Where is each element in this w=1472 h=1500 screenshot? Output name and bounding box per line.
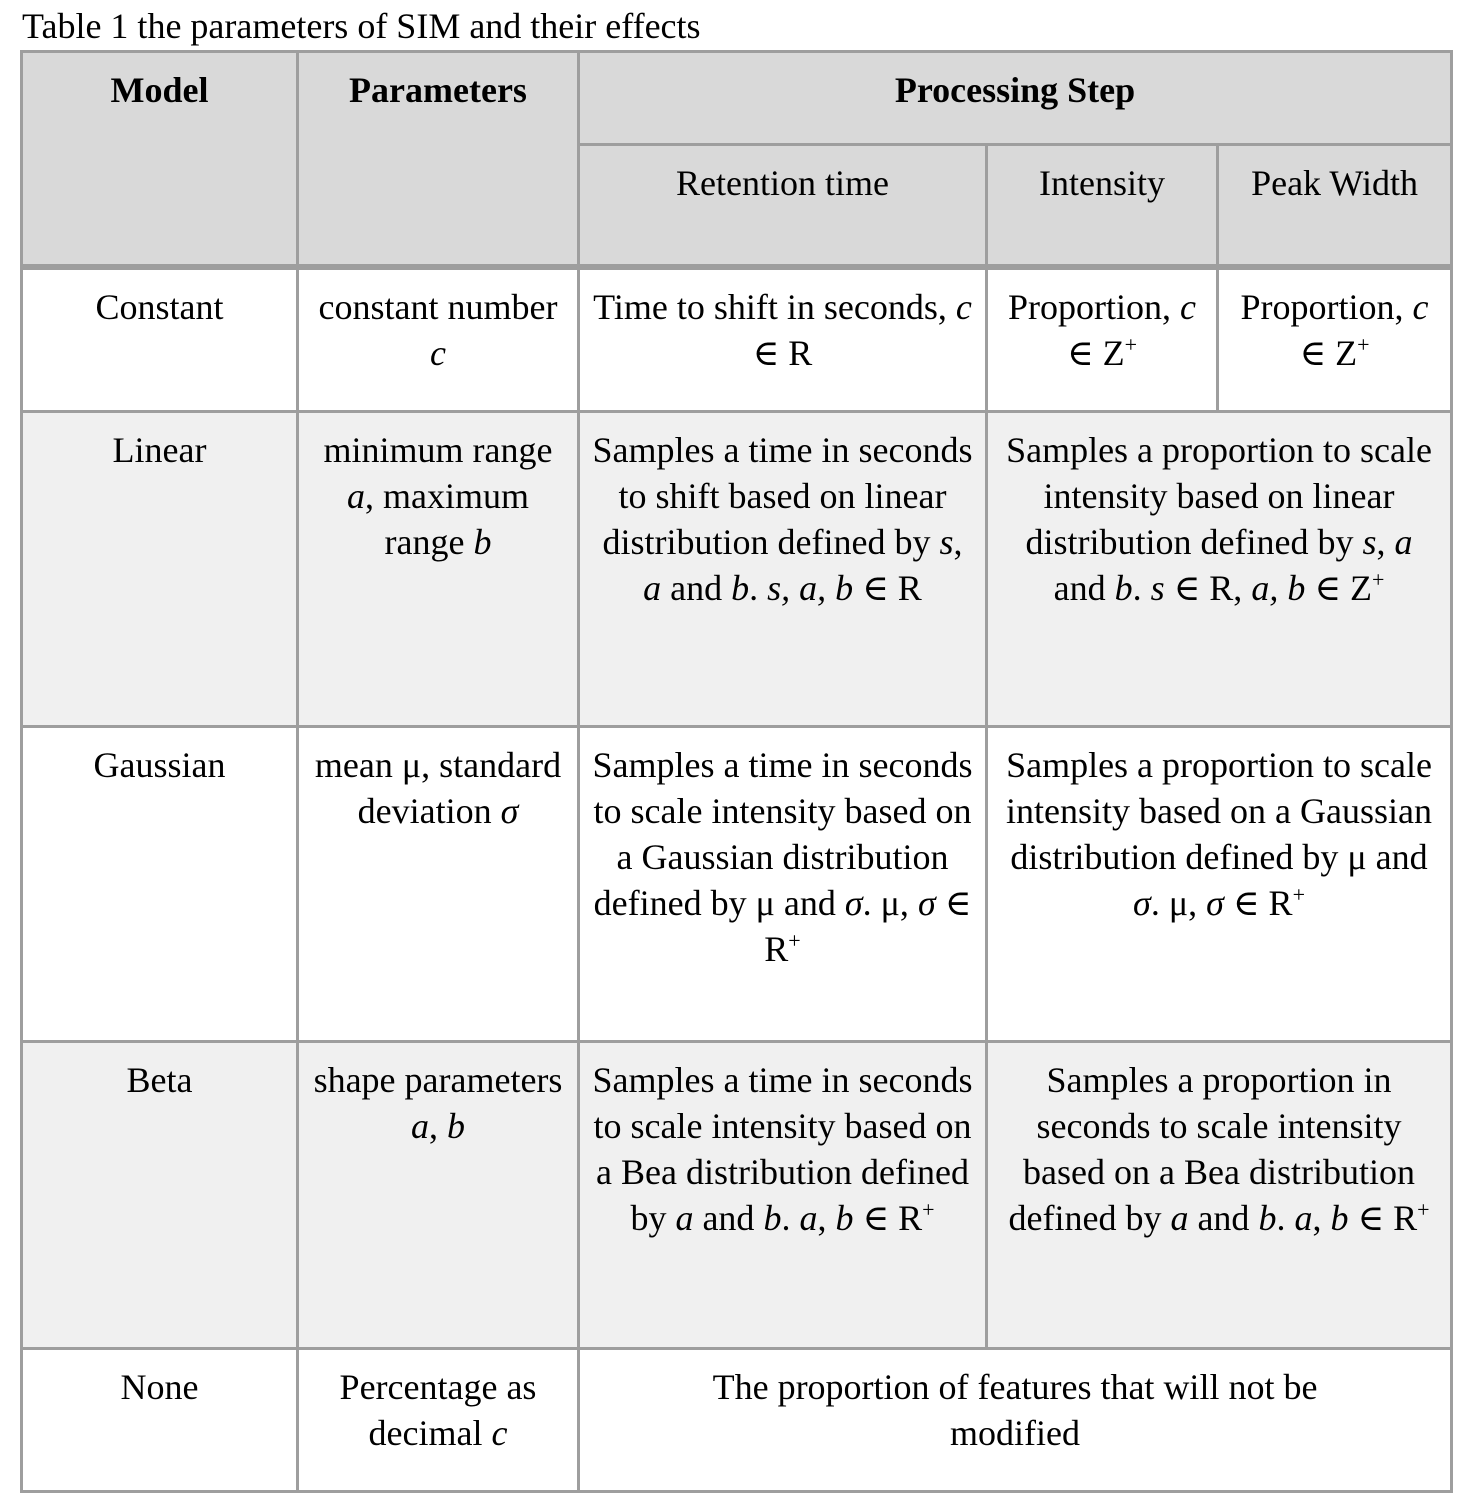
cell-parameters: Percentage as decimal c xyxy=(298,1349,579,1492)
table-row-linear xyxy=(22,412,1452,727)
header-retention-time: Retention time xyxy=(579,145,987,268)
cell-parameters: mean μ, standard deviation σ xyxy=(298,727,579,1042)
cell-model: Linear xyxy=(22,412,298,727)
header-parameters: Parameters xyxy=(298,52,579,268)
header-peak-width: Peak Width xyxy=(1218,145,1452,268)
cell-model: None xyxy=(22,1349,298,1492)
cell-intensity: Proportion, c ∈ Z+ xyxy=(987,267,1218,412)
cell-model: Beta xyxy=(22,1042,298,1349)
cell-parameters: minimum range a, maximum range b xyxy=(298,412,579,727)
table-caption: Table 1 the parameters of SIM and their effects xyxy=(22,6,701,46)
cell-parameters: shape parameters a, b xyxy=(298,1042,579,1349)
cell-retention-time: Samples a time in seconds to shift based on linear distribution defined by s, a and b. s, a, b ∈ R xyxy=(579,412,987,727)
table-row-beta xyxy=(22,1042,1452,1349)
cell-effect: The proportion of features that will not be modified xyxy=(579,1349,1452,1492)
header-intensity: Intensity xyxy=(987,145,1218,268)
cell-model: Constant xyxy=(22,267,298,412)
cell-retention-time: Samples a time in seconds to scale intensity based on a Gaussian distribution defined by μ and σ. μ, σ ∈ R+ xyxy=(579,727,987,1042)
header-row xyxy=(22,52,1452,145)
cell-model: Gaussian xyxy=(22,727,298,1042)
table-row-gaussian xyxy=(22,727,1452,1042)
table-row-constant xyxy=(22,267,1452,412)
cell-intensity-peak-width: Samples a proportion to scale intensity based on linear distribution defined by s, a and b. s ∈ R, a, b ∈ Z+ xyxy=(987,412,1452,727)
cell-retention-time: Time to shift in seconds, c ∈ R xyxy=(579,267,987,412)
cell-intensity-peak-width: Samples a proportion to scale intensity based on a Gaussian distribution defined by μ and σ. μ, σ ∈ R+ xyxy=(987,727,1452,1042)
header-processing-step: Processing Step xyxy=(579,52,1452,145)
sim-parameters-table xyxy=(20,50,1453,1493)
header-model: Model xyxy=(22,52,298,268)
table-row-none xyxy=(22,1349,1452,1492)
cell-intensity-peak-width: Samples a proportion in seconds to scale intensity based on a Bea distribution defined by a and b. a, b ∈ R+ xyxy=(987,1042,1452,1349)
cell-retention-time: Samples a time in seconds to scale intensity based on a Bea distribution defined by a and b. a, b ∈ R+ xyxy=(579,1042,987,1349)
cell-peak-width: Proportion, c ∈ Z+ xyxy=(1218,267,1452,412)
cell-parameters: constant number c xyxy=(298,267,579,412)
